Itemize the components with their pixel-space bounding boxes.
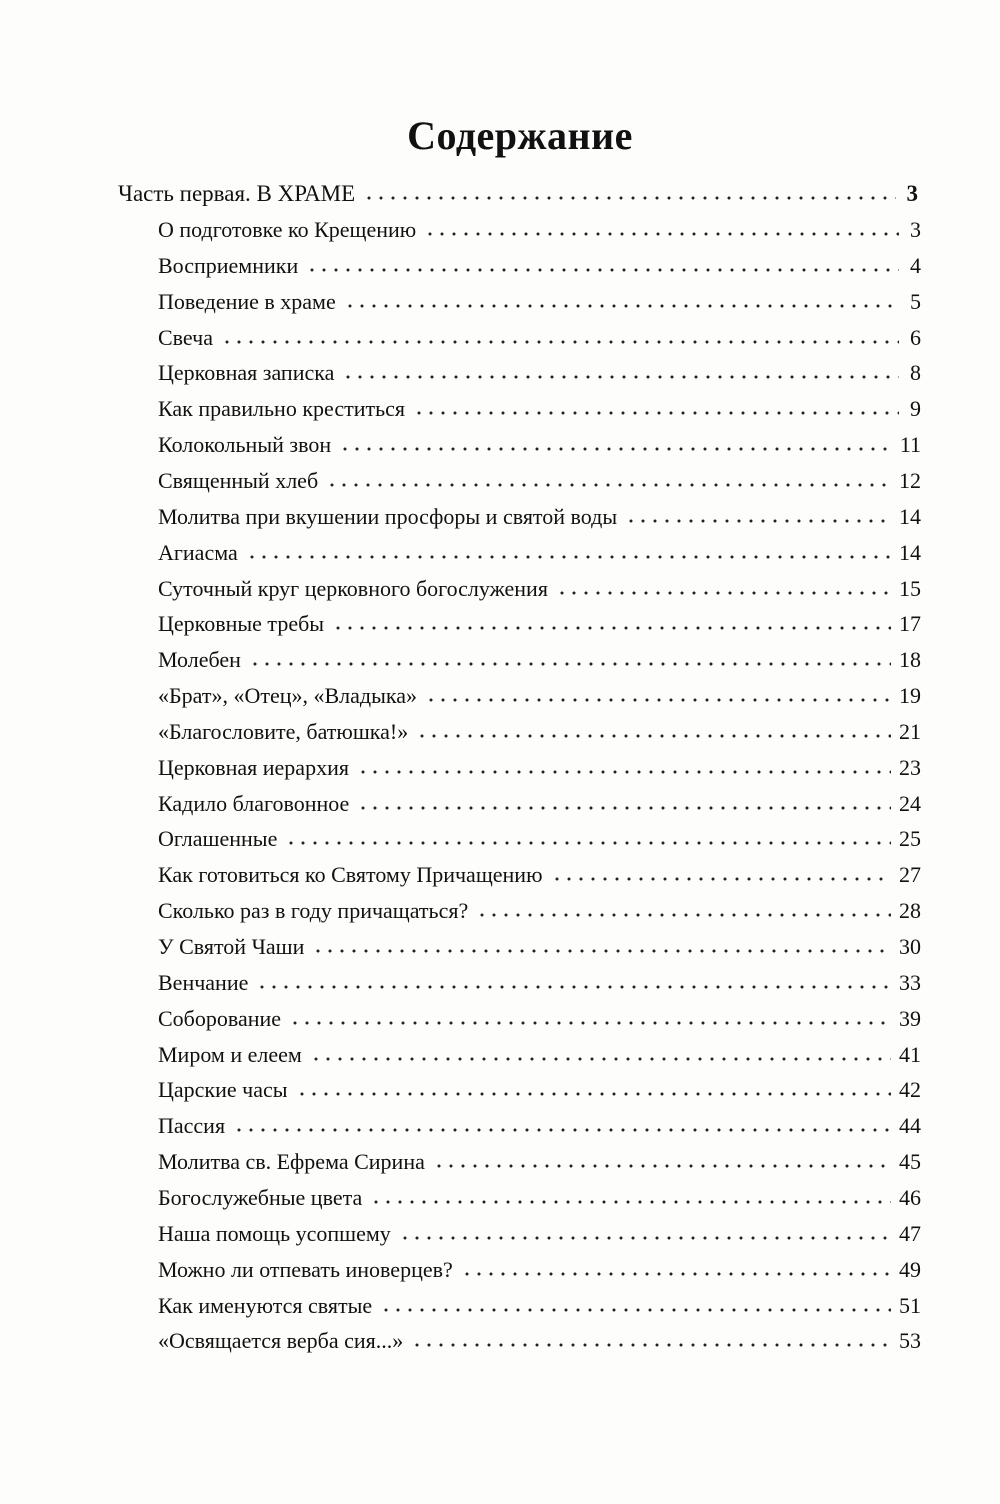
toc-entry-label: Соборование: [158, 1005, 282, 1031]
toc-entry: [158, 212, 921, 248]
dot-leader: [310, 1056, 891, 1062]
toc-entry-label: Царские часы: [158, 1077, 288, 1103]
toc-entry-label: Восприемники: [158, 252, 299, 278]
dot-leader: [424, 231, 899, 237]
toc-entry-page: 53: [899, 1328, 921, 1354]
dot-leader: [380, 1307, 891, 1313]
toc-entry-label: О подготовке ко Крещению: [158, 217, 417, 242]
toc-entry-page: 25: [899, 826, 921, 852]
toc-entry-label: Поведение в храме: [158, 288, 336, 314]
toc-entry: [158, 1180, 921, 1216]
dot-leader: [342, 374, 899, 380]
toc-entry: [158, 786, 921, 822]
toc-entry: [158, 1001, 921, 1037]
dot-leader: [339, 446, 892, 452]
toc-entry-page: 15: [899, 575, 921, 601]
dot-leader: [476, 912, 891, 918]
dot-leader: [363, 195, 896, 201]
toc-entry-page: 46: [899, 1184, 921, 1210]
toc-entry: [158, 248, 921, 284]
toc-entry-page: 4: [910, 252, 921, 278]
toc-entry-label: Венчание: [158, 969, 249, 995]
dot-leader: [326, 482, 891, 488]
toc-entry-label: Оглашенные: [158, 826, 278, 852]
toc-entry: [158, 965, 921, 1001]
toc-entry: [158, 463, 921, 499]
toc-entry-page: 14: [899, 539, 921, 565]
toc-entry: [158, 391, 921, 427]
dot-leader: [357, 805, 891, 811]
page-title: Содержание: [407, 113, 633, 158]
dot-leader: [233, 1127, 891, 1133]
toc-entry-page: 30: [899, 934, 921, 959]
toc-entry-page: 21: [899, 718, 921, 744]
toc-entry-page: 28: [899, 898, 921, 924]
toc-entry: [158, 427, 921, 463]
dot-leader: [425, 697, 891, 703]
dot-leader: [332, 625, 891, 631]
toc-entry: [158, 535, 921, 571]
toc-entry-page: 8: [910, 360, 921, 386]
toc-entry-label: Молитва св. Ефрема Сирина: [158, 1149, 425, 1175]
toc-entry: [158, 821, 921, 857]
toc-entry-label: «Брат», «Отец», «Владыка»: [158, 683, 417, 709]
toc-entry-label: Пассия: [158, 1113, 226, 1139]
toc-entry-page: 12: [899, 467, 921, 493]
toc-entry-page: 49: [899, 1256, 921, 1282]
toc-entry: [158, 1144, 921, 1180]
toc-entry-page: 17: [899, 611, 921, 637]
toc-entry-page: 5: [910, 288, 921, 314]
toc-entry-page: 44: [899, 1113, 921, 1139]
toc-entry-label: Суточный круг церковного богослужения: [158, 575, 548, 601]
toc-entry-label: Молебен: [158, 647, 241, 673]
toc-entry-label: «Благословите, батюшка!»: [158, 718, 409, 744]
toc-entry: [158, 1323, 921, 1359]
toc-entry: [158, 499, 921, 535]
toc-entry-label: Свеча: [158, 324, 213, 350]
dot-leader: [551, 876, 891, 882]
toc-entry-label: Священный хлеб: [158, 467, 319, 493]
toc-entry: [158, 571, 921, 607]
dot-leader: [357, 769, 891, 775]
toc-entry-label: Богослужебные цвета: [158, 1184, 363, 1210]
dot-leader: [296, 1091, 891, 1097]
toc-entry: [158, 929, 921, 965]
dot-leader: [344, 303, 899, 309]
toc-part-heading: [118, 176, 918, 212]
toc-entry: [158, 606, 921, 642]
toc-part-page: 3: [906, 181, 918, 206]
dot-leader: [411, 1342, 891, 1348]
toc-entry: [158, 1216, 921, 1252]
dot-leader: [256, 984, 891, 990]
toc-entry-label: У Святой Чаши: [158, 934, 305, 959]
toc-entry-label: Как именуются святые: [158, 1292, 373, 1318]
dot-leader: [416, 733, 891, 739]
toc-part-label: Часть первая. В ХРАМЕ: [118, 181, 356, 206]
toc-entry-label: «Освящается верба сия...»: [158, 1328, 404, 1354]
toc-entry: [158, 857, 921, 893]
toc-entry-page: 3: [910, 217, 921, 242]
toc-entry: [158, 750, 921, 786]
toc-entry-page: 39: [899, 1005, 921, 1031]
toc-entry-page: 42: [899, 1077, 921, 1103]
toc-entry-label: Сколько раз в году причащаться?: [158, 898, 469, 924]
toc-entry-label: Как правильно креститься: [158, 396, 406, 422]
dot-leader: [413, 410, 899, 416]
toc-entry-label: Агиасма: [158, 539, 238, 565]
toc-entry: [158, 642, 921, 678]
toc-entry-label: Наша помощь усопшему: [158, 1220, 391, 1246]
toc-entry-page: 11: [899, 432, 921, 458]
toc-entry: [158, 355, 921, 391]
toc-entry-page: 27: [899, 862, 921, 888]
toc-entry-label: Колокольный звон: [158, 432, 332, 458]
toc-entry-label: Молитва при вкушении просфоры и святой воды: [158, 503, 618, 529]
toc-entry-label: Церковная записка: [158, 360, 335, 386]
toc-entry-page: 51: [899, 1292, 921, 1318]
dot-leader: [461, 1271, 891, 1277]
toc-entry: [158, 1072, 921, 1108]
toc-entry-page: 14: [899, 503, 921, 529]
toc-entry: [158, 678, 921, 714]
dot-leader: [370, 1199, 891, 1205]
dot-leader: [289, 1020, 891, 1026]
toc-entry: [158, 1252, 921, 1288]
dot-leader: [399, 1235, 891, 1241]
toc-entry-label: Церковные требы: [158, 611, 325, 637]
toc-entry: [158, 1288, 921, 1324]
toc-entry-label: Церковная иерархия: [158, 754, 349, 780]
toc-entry: [158, 893, 921, 929]
dot-leader: [221, 339, 899, 345]
toc-entry-label: Миром и елеем: [158, 1041, 302, 1067]
toc-entry-label: Как готовиться ко Святому Причащению: [158, 862, 543, 888]
toc-entry: [158, 714, 921, 750]
dot-leader: [625, 518, 891, 524]
toc-entry: [158, 320, 921, 356]
dot-leader: [556, 590, 891, 596]
toc-entry-page: 47: [899, 1220, 921, 1246]
toc-entry-page: 45: [899, 1149, 921, 1175]
toc-entry-page: 6: [910, 324, 921, 350]
dot-leader: [433, 1163, 891, 1169]
dot-leader: [306, 267, 899, 273]
toc-entry-label: Можно ли отпевать иноверцев?: [158, 1256, 453, 1282]
toc-entry-page: 23: [899, 754, 921, 780]
toc-entry-page: 18: [899, 647, 921, 673]
toc-entry: [158, 1108, 921, 1144]
dot-leader: [249, 661, 891, 667]
dot-leader: [285, 840, 891, 846]
toc-entry: [158, 1037, 921, 1073]
toc-entry-page: 41: [899, 1041, 921, 1067]
dot-leader: [246, 554, 891, 560]
toc-entry-page: 33: [899, 969, 921, 995]
toc-entry: [158, 284, 921, 320]
toc-entry-page: 24: [899, 790, 921, 816]
dot-leader: [312, 948, 891, 954]
toc-entry-label: Кадило благовонное: [158, 790, 350, 816]
toc-entry-page: 9: [910, 396, 921, 422]
toc-entry-page: 19: [899, 683, 921, 709]
